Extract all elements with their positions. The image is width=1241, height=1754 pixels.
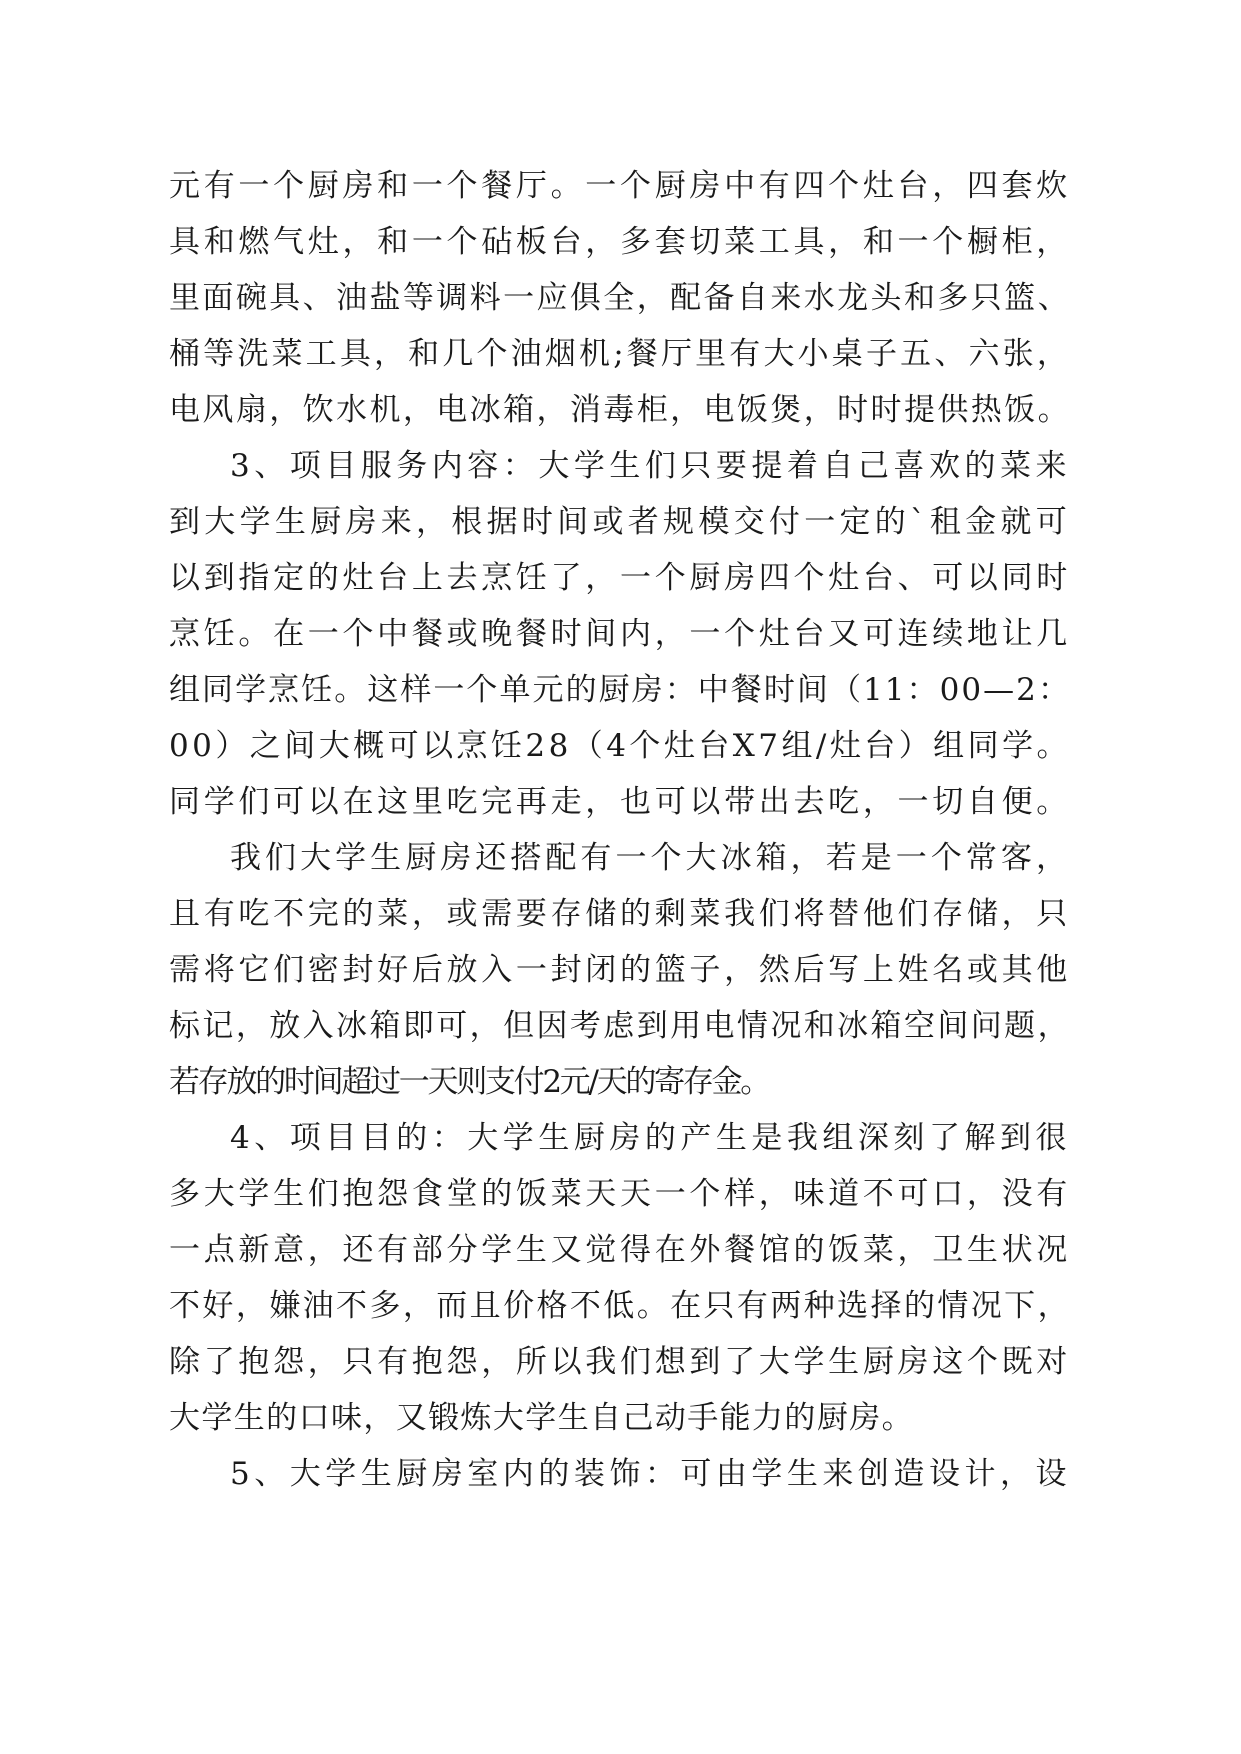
line-text: 里面碗具、油盐等调料一应俱全，配备自来水龙头和多只篮、 xyxy=(169,280,1071,316)
line-text: 同学们可以在这里吃完再走，也可以带出去吃，一切自便。 xyxy=(169,784,1071,820)
line-text: 具和燃气灶，和一个砧板台，多套切菜工具，和一个橱柜， xyxy=(169,224,1071,260)
line-text: 组同学烹饪。这样一个单元的厨房：中餐时间（11：00—2： xyxy=(169,672,1071,708)
text-line xyxy=(0,1052,1241,1112)
line-text: 不好，嫌油不多，而且价格不低。在只有两种选择的情况下， xyxy=(169,1288,1071,1324)
text-line xyxy=(0,492,1241,552)
text-line xyxy=(0,436,1241,496)
line-text: 3、项目服务内容：大学生们只要提着自己喜欢的菜来 xyxy=(230,448,1071,484)
line-text: 4、项目目的：大学生厨房的产生是我组深刻了解到很 xyxy=(230,1120,1071,1156)
text-line xyxy=(0,324,1241,384)
line-text: 电风扇，饮水机，电冰箱，消毒柜，电饭煲，时时提供热饭。 xyxy=(169,392,1071,428)
line-text: 桶等洗菜工具，和几个油烟机;餐厅里有大小桌子五、六张， xyxy=(169,336,1071,372)
line-text: 00）之间大概可以烹饪28（4个灶台X7组/灶台）组同学。 xyxy=(169,728,1071,764)
text-line xyxy=(0,996,1241,1056)
text-line xyxy=(0,1108,1241,1168)
text-line xyxy=(0,1220,1241,1280)
text-line xyxy=(0,716,1241,776)
line-text: 5、大学生厨房室内的装饰：可由学生来创造设计，设 xyxy=(230,1456,1071,1492)
text-line xyxy=(0,380,1241,440)
text-line xyxy=(0,660,1241,720)
line-text: 多大学生们抱怨食堂的饭菜天天一个样，味道不可口，没有 xyxy=(169,1176,1071,1212)
line-text: 标记，放入冰箱即可，但因考虑到用电情况和冰箱空间问题， xyxy=(169,1008,1071,1044)
text-line xyxy=(0,156,1241,216)
line-text: 到大学生厨房来，根据时间或者规模交付一定的`租金就可 xyxy=(169,504,1071,540)
line-text: 且有吃不完的菜，或需要存储的剩菜我们将替他们存储，只 xyxy=(169,896,1071,932)
text-line xyxy=(0,772,1241,832)
line-text: 以到指定的灶台上去烹饪了，一个厨房四个灶台、可以同时 xyxy=(169,560,1071,596)
text-line xyxy=(0,604,1241,664)
text-line xyxy=(0,884,1241,944)
text-line xyxy=(0,268,1241,328)
line-text: 元有一个厨房和一个餐厅。一个厨房中有四个灶台，四套炊 xyxy=(169,168,1071,204)
text-line xyxy=(0,828,1241,888)
text-line xyxy=(0,1276,1241,1336)
text-line xyxy=(0,940,1241,1000)
text-line xyxy=(0,1332,1241,1392)
text-line xyxy=(0,212,1241,272)
line-text: 需将它们密封好后放入一封闭的篮子，然后写上姓名或其他 xyxy=(169,952,1071,988)
line-text: 我们大学生厨房还搭配有一个大冰箱，若是一个常客， xyxy=(230,840,1071,876)
line-text: 烹饪。在一个中餐或晚餐时间内，一个灶台又可连续地让几 xyxy=(169,616,1071,652)
text-line xyxy=(0,1444,1241,1504)
line-text: 若存放的时间超过一天则支付2元/天的寄存金。 xyxy=(169,1064,769,1100)
text-line xyxy=(0,548,1241,608)
text-line xyxy=(0,1388,1241,1448)
text-line xyxy=(0,1164,1241,1224)
line-text: 除了抱怨，只有抱怨，所以我们想到了大学生厨房这个既对 xyxy=(169,1344,1071,1380)
line-text: 大学生的口味，又锻炼大学生自己动手能力的厨房。 xyxy=(169,1400,914,1436)
line-text: 一点新意，还有部分学生又觉得在外餐馆的饭菜，卫生状况 xyxy=(169,1232,1071,1268)
